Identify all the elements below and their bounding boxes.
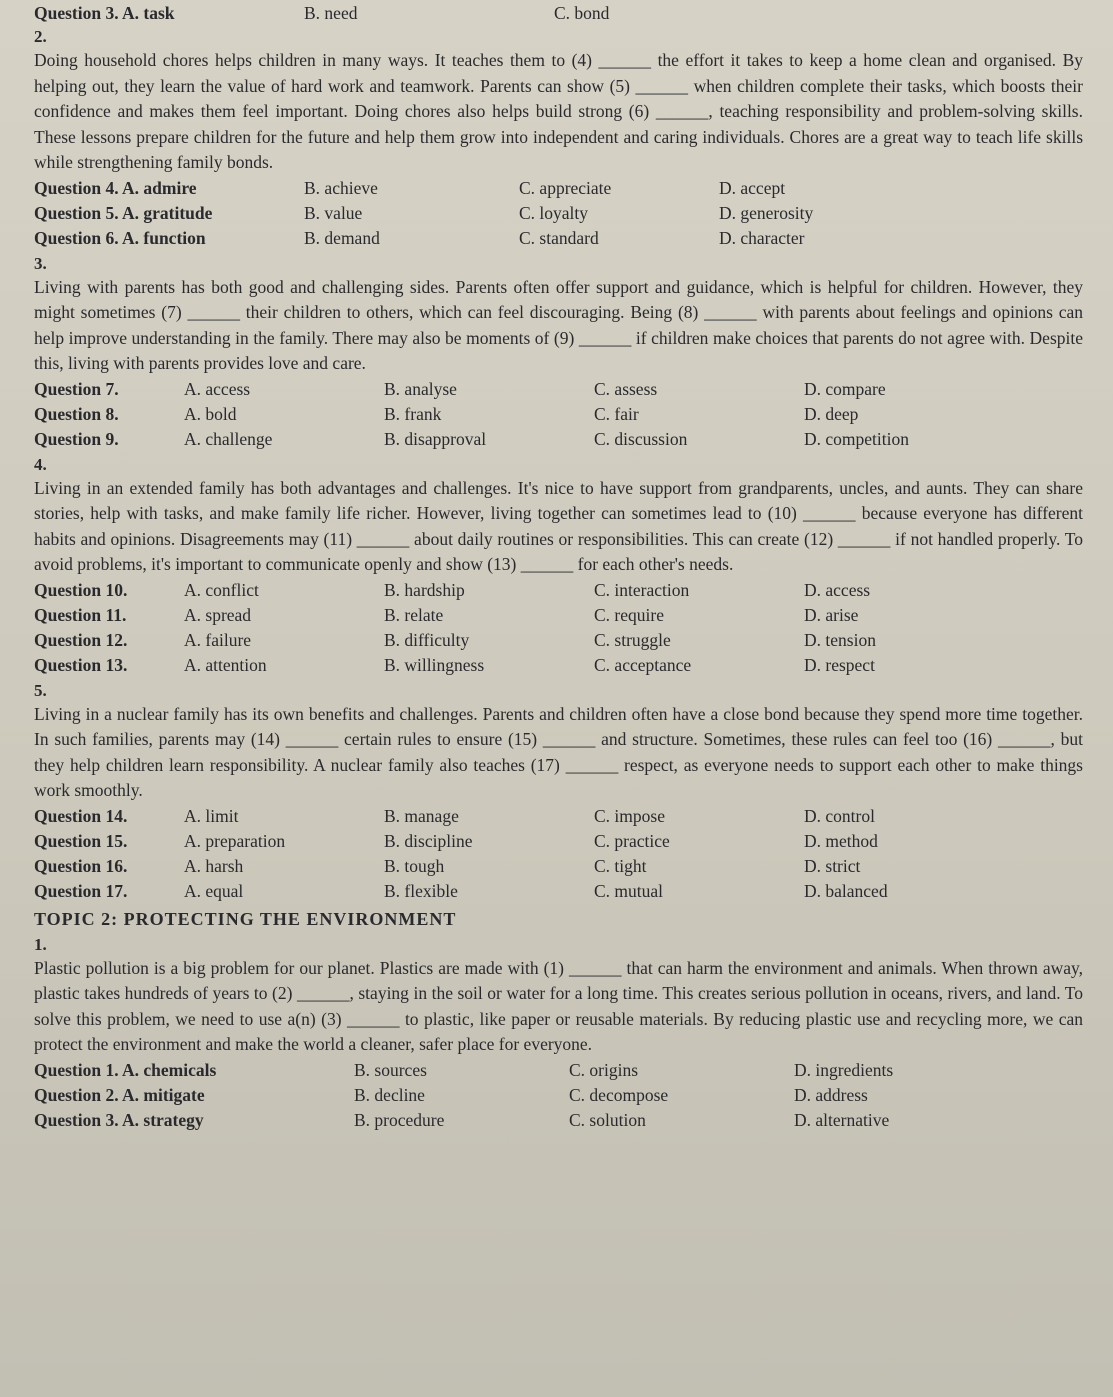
question-row — [34, 377, 1083, 402]
question-label: Question 16. — [34, 855, 128, 876]
option-d: D. compare — [804, 378, 886, 399]
question-row — [34, 427, 1083, 452]
question-label: Question 15. — [34, 830, 128, 851]
option-d: D. arise — [804, 604, 859, 625]
option-d: D. control — [804, 805, 875, 826]
question-label: Question 9. — [34, 428, 119, 449]
option-a: A. bold — [184, 403, 237, 424]
question-row — [34, 226, 1083, 251]
option-a: A. attention — [184, 654, 267, 675]
section-number: 4. — [34, 454, 47, 474]
question-row — [34, 1108, 1083, 1133]
section-number: 2. — [34, 27, 47, 46]
question-row — [34, 653, 1083, 678]
option-a: A. spread — [184, 604, 252, 625]
option-b: B. procedure — [354, 1109, 445, 1130]
question-row — [34, 402, 1083, 427]
option-a: A. harsh — [184, 855, 244, 876]
section-number: 3. — [34, 253, 47, 273]
option-c: C. solution — [569, 1109, 646, 1130]
option-b: B. analyse — [384, 378, 457, 399]
question-label: Question 7. — [34, 378, 119, 399]
topic-heading: TOPIC 2: PROTECTING THE ENVIRONMENT — [34, 908, 457, 929]
option-c: C. decompose — [569, 1084, 669, 1105]
option-a: A. access — [184, 378, 251, 399]
option-c: C. tight — [594, 855, 647, 876]
option-a: A. conflict — [184, 579, 259, 600]
option-d: D. ingredients — [794, 1059, 894, 1080]
option-c: C. impose — [594, 805, 665, 826]
option-d: D. accept — [719, 177, 786, 198]
section-number: 1. — [34, 934, 47, 954]
section-number: 5. — [34, 680, 47, 700]
option-c: C. loyalty — [519, 202, 589, 223]
passage-2: Doing household chores helps children in many ways. It teaches them to (4) ______ the effort it takes to keep a home clean and organised. By helping out, they learn the value of hard work and teamwork. Parents can show (5) ______ when children complete their tasks, which boosts their confidence and makes them feel important. Doing chores also helps build strong (6) ______, teaching responsibility and problem-solving skills. These lessons prepare children for the future and help them grow into independent and caring individuals. Chores are a great way to teach life skills while strengthening family bonds. — [34, 50, 1083, 172]
option-c: C. practice — [594, 830, 670, 851]
option-c: C. struggle — [594, 629, 671, 650]
option-b: B. manage — [384, 805, 459, 826]
option-b: B. discipline — [384, 830, 473, 851]
question-3-options — [34, 2, 1083, 24]
question-row — [34, 603, 1083, 628]
option-d: D. access — [804, 579, 871, 600]
option-d: D. character — [719, 227, 805, 248]
question-row — [34, 829, 1083, 854]
option-d: D. alternative — [794, 1109, 890, 1130]
passage-5: Living in a nuclear family has its own benefits and challenges. Parents and children often have a close bond because they spend more time together. In such families, parents may (14) ______ certain rules to ensure (15) ______ and structure. Sometimes, these rules can feel too (16) ______, but they help children learn responsibility. A nuclear family also teaches (17) ______ respect, as everyone needs to support each other to make things work smoothly. — [34, 703, 1083, 800]
question-label: Question 5. A. gratitude — [34, 202, 213, 223]
question-label: Question 13. — [34, 654, 128, 675]
option-b: B. tough — [384, 855, 445, 876]
question-label: Question 3. A. strategy — [34, 1109, 204, 1130]
question-row — [34, 1058, 1083, 1083]
option-a: A. challenge — [184, 428, 273, 449]
option-c: C. assess — [594, 378, 658, 399]
question-label: Question 11. — [34, 604, 127, 625]
question-label: Question 8. — [34, 403, 119, 424]
question-label: Question 17. — [34, 880, 128, 901]
option-b: B. need — [304, 3, 358, 23]
option-b: B. relate — [384, 604, 444, 625]
option-d: D. respect — [804, 654, 875, 675]
passage-4: Living in an extended family has both advantages and challenges. It's nice to have support from grandparents, uncles, and aunts. They can share stories, help with tasks, and make family life richer. However, living together can sometimes lead to (10) ______ because everyone has different habits and opinions. Disagreements may (11) ______ about daily routines or responsibilities. This can create (12) ______ if not handled properly. To avoid problems, it's important to communicate openly and show (13) ______ for each other's needs. — [34, 477, 1083, 574]
question-label: Question 12. — [34, 629, 128, 650]
option-b: B. difficulty — [384, 629, 470, 650]
option-b: B. decline — [354, 1084, 425, 1105]
option-b: B. disapproval — [384, 428, 487, 449]
option-b: B. achieve — [304, 177, 378, 198]
option-b: B. value — [304, 202, 363, 223]
option-c: C. require — [594, 604, 664, 625]
question-row — [34, 176, 1083, 201]
option-c: C. fair — [594, 403, 639, 424]
question-label: Question 4. A. admire — [34, 177, 197, 198]
question-label: Question 1. A. chemicals — [34, 1059, 217, 1080]
option-c: C. origins — [569, 1059, 639, 1080]
option-c: C. discussion — [594, 428, 688, 449]
question-row — [34, 879, 1083, 904]
option-b: B. hardship — [384, 579, 465, 600]
option-d: D. generosity — [719, 202, 814, 223]
option-b: B. flexible — [384, 880, 458, 901]
option-a: A. limit — [184, 805, 239, 826]
option-a: A. failure — [184, 629, 252, 650]
option-d: D. balanced — [804, 880, 888, 901]
passage-3: Living with parents has both good and challenging sides. Parents often offer support and guidance, which is helpful for children. However, they might sometimes (7) ______ their children to others, which can feel discouraging. Being (8) ______ with parents about feelings and opinions can help improve understanding in the family. There may also be moments of (9) ______ if children make choices that parents do not agree with. Despite this, living with parents provides love and care. — [34, 276, 1083, 373]
option-d: D. tension — [804, 629, 876, 650]
option-d: D. competition — [804, 428, 909, 449]
question-row — [34, 854, 1083, 879]
option-c: C. mutual — [594, 880, 664, 901]
question-label: Question 2. A. mitigate — [34, 1084, 205, 1105]
question-row — [34, 201, 1083, 226]
option-c: C. interaction — [594, 579, 690, 600]
option-b: B. willingness — [384, 654, 485, 675]
option-b: B. demand — [304, 227, 380, 248]
passage-topic2: Plastic pollution is a big problem for our planet. Plastics are made with (1) ______ that can harm the environment and animals. When thrown away, plastic takes hundreds of years to (2) ______, staying in the soil or water for a long time. This creates serious pollution in oceans, rivers, and land. To solve this problem, we need to use a(n) (3) ______ to plastic, like paper or reusable materials. By reducing plastic use and recycling more, we can protect the environment and make the world a cleaner, safer place for everyone. — [34, 957, 1083, 1054]
question-row — [34, 1083, 1083, 1108]
option-d: D. strict — [804, 855, 861, 876]
option-b: B. sources — [354, 1059, 427, 1080]
option-c: C. appreciate — [519, 177, 612, 198]
question-row — [34, 628, 1083, 653]
option-b: B. frank — [384, 403, 442, 424]
option-a: A. equal — [184, 880, 244, 901]
option-d: D. address — [794, 1084, 868, 1105]
question-label: Question 6. A. function — [34, 227, 206, 248]
question-row — [34, 578, 1083, 603]
option-c: C. acceptance — [594, 654, 692, 675]
question-label: Question 10. — [34, 579, 128, 600]
option-c: C. bond — [554, 3, 610, 23]
option-a: A. preparation — [184, 830, 286, 851]
option-d: D. method — [804, 830, 878, 851]
question-3-label: Question 3. A. task — [34, 3, 175, 23]
option-c: C. standard — [519, 227, 599, 248]
question-row — [34, 804, 1083, 829]
question-label: Question 14. — [34, 805, 128, 826]
option-d: D. deep — [804, 403, 859, 424]
